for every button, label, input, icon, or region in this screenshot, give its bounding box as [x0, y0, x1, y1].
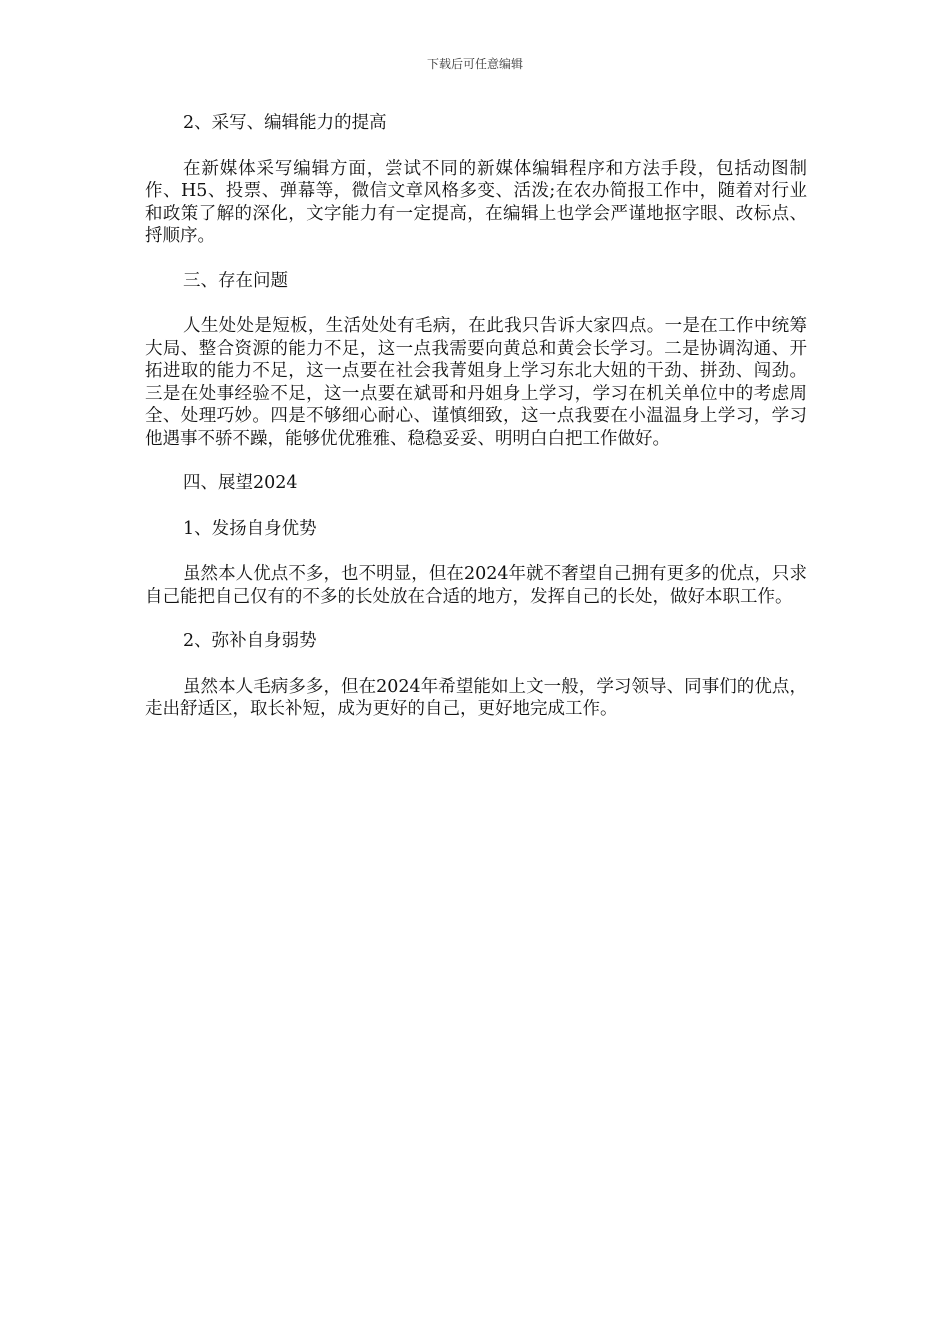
section-heading-editing-ability: 2、采写、编辑能力的提高 — [183, 113, 387, 133]
document-body — [145, 112, 807, 743]
section-heading-problems: 三、存在问题 — [183, 270, 288, 291]
section-heading-strengths: 1、发扬自身优势 — [183, 518, 317, 539]
section-heading-outlook: 四、展望2024 — [183, 473, 298, 493]
paragraph-strengths: 虽然本人优点不多，也不明显，但在2024年就不奢望自己拥有更多的优点，只求自己能把自己仅有的不多的长处放在合适的地方，发挥自己的长处，做好本职工作。 — [145, 564, 807, 607]
paragraph-problems: 人生处处是短板，生活处处有毛病，在此我只告诉大家四点。一是在工作中统筹大局、整合资源的能力不足，这一点我需要向黄总和黄会长学习。二是协调沟通、开拓进取的能力不足，这一点要在社会我菁姐身上学习东北大妞的干劲、拼劲、闯劲。三是在处事经验不足，这一点要在斌哥和丹姐身上学习，学习在机关单位中的考虑周全、处理巧妙。四是不够细心耐心、谨慎细致，这一点我要在小温温身上学习，学习他遇事不骄不躁，能够优优雅雅、稳稳妥妥、明明白白把工作做好。 — [145, 316, 807, 449]
section-heading-weaknesses: 2、弥补自身弱势 — [183, 631, 317, 651]
paragraph-editing-ability: 在新媒体采写编辑方面，尝试不同的新媒体编辑程序和方法手段，包括动图制作、H5、投票、弹幕等，微信文章风格多变、活泼;在农办简报工作中，随着对行业和政策了解的深化，文字能力有一定提高，在编辑上也学会严谨地抠字眼、改标点、捋顺序。 — [145, 158, 807, 246]
paragraph-weaknesses: 虽然本人毛病多多，但在2024年希望能如上文一般，学习领导、同事们的优点，走出舒适区，取长补短，成为更好的自己，更好地完成工作。 — [145, 676, 807, 719]
page-header: 下载后可任意编辑 — [426, 57, 523, 71]
